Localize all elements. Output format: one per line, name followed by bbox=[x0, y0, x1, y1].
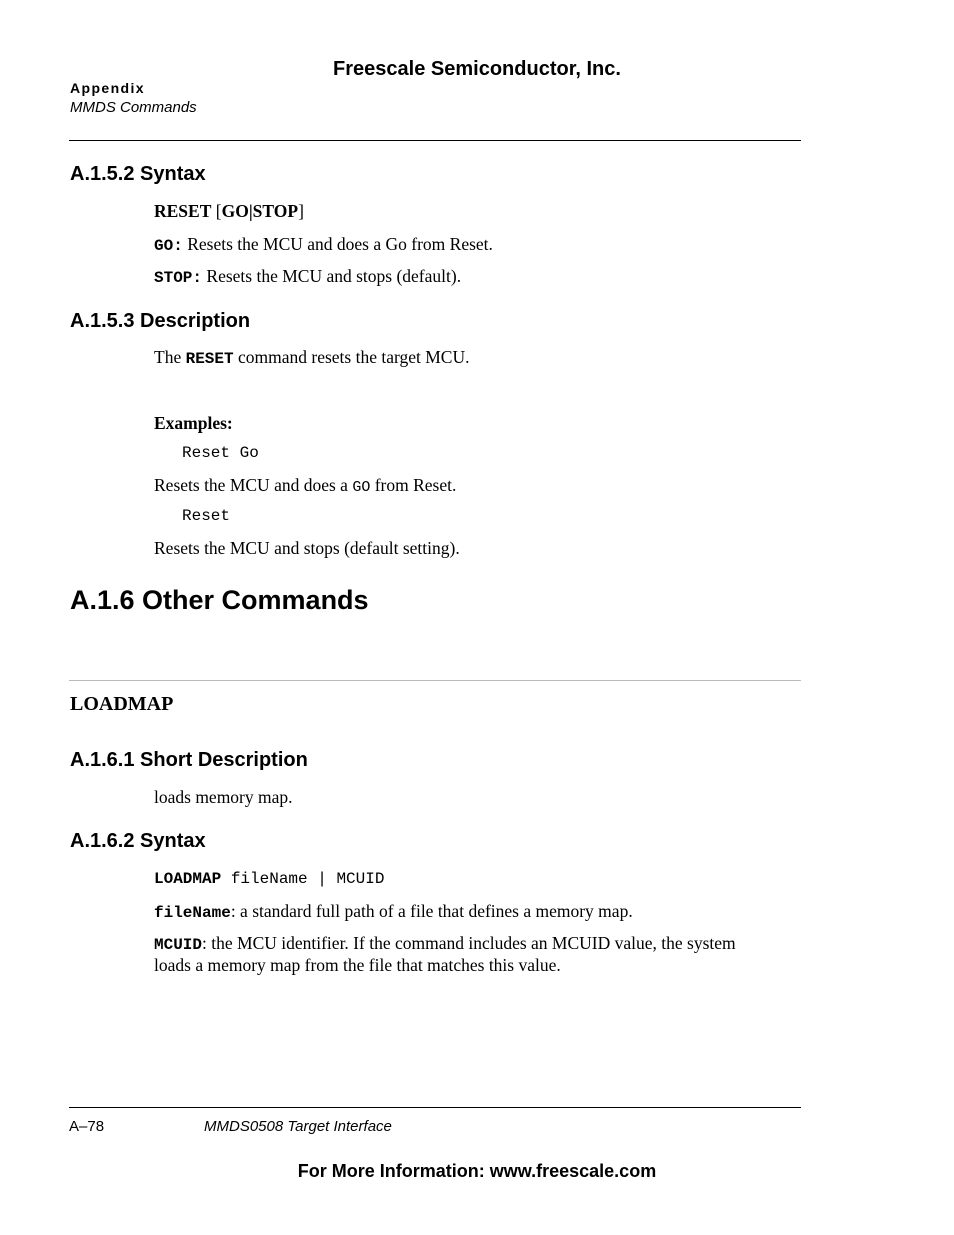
go-param-line bbox=[154, 234, 493, 255]
short-description-heading: A.1.6.1 Short Description bbox=[70, 749, 308, 771]
running-header-appendix: Appendix bbox=[70, 80, 145, 96]
reset-description-code: RESET bbox=[185, 350, 234, 368]
go-param-text: Resets the MCU and does a Go from Reset. bbox=[182, 234, 493, 254]
mcuid-param-line bbox=[154, 933, 736, 954]
reset-syntax-args: GO|STOP bbox=[221, 201, 299, 221]
go-param-term: GO: bbox=[154, 237, 183, 255]
example1-text bbox=[154, 475, 456, 496]
reset-syntax-heading: A.1.5.2 Syntax bbox=[70, 163, 206, 185]
example2-code: Reset bbox=[182, 507, 231, 525]
loadmap-command-name: LOADMAP bbox=[70, 693, 174, 715]
mcuid-param-text: : the MCU identifier. If the command includes an MCUID value, the system bbox=[202, 933, 736, 953]
example1-text-after: from Reset. bbox=[370, 475, 457, 495]
stop-param-text: Resets the MCU and stops (default). bbox=[202, 266, 462, 286]
doc-title: MMDS0508 Target Interface bbox=[204, 1118, 392, 1135]
filename-param-text: : a standard full path of a file that defines a memory map. bbox=[230, 901, 633, 921]
loadmap-syntax-args: fileName | MCUID bbox=[221, 870, 385, 888]
stop-param-term: STOP: bbox=[154, 269, 203, 287]
example2-text: Resets the MCU and stops (default setting). bbox=[154, 538, 460, 558]
command-divider-rule bbox=[69, 680, 801, 681]
filename-param-line bbox=[154, 901, 633, 922]
example1-text-code: GO bbox=[352, 479, 371, 496]
mcuid-param-line2: loads a memory map from the file that matches this value. bbox=[154, 955, 561, 975]
footer-rule bbox=[69, 1107, 801, 1108]
loadmap-syntax-line bbox=[154, 870, 384, 888]
running-header-section: MMDS Commands bbox=[70, 99, 197, 116]
loadmap-syntax-heading: A.1.6.2 Syntax bbox=[70, 830, 206, 852]
more-info-banner: For More Information: www.freescale.com bbox=[297, 1161, 657, 1181]
examples-label: Examples: bbox=[154, 413, 233, 433]
other-commands-heading: A.1.6 Other Commands bbox=[70, 585, 369, 615]
reset-description-after: command resets the target MCU. bbox=[233, 347, 470, 367]
reset-description-heading: A.1.5.3 Description bbox=[70, 310, 251, 332]
reset-description-text bbox=[154, 347, 469, 368]
mcuid-param-term: MCUID bbox=[154, 936, 203, 954]
reset-syntax-line: RESET [GO|STOP] bbox=[154, 201, 304, 221]
short-description-text: loads memory map. bbox=[154, 787, 293, 807]
stop-param-line bbox=[154, 266, 461, 287]
reset-description-before: The bbox=[154, 347, 186, 367]
example1-code: Reset Go bbox=[182, 444, 259, 462]
page-number: A–78 bbox=[69, 1118, 105, 1135]
example1-text-before: Resets the MCU and does a bbox=[154, 475, 353, 495]
reset-syntax-cmd: RESET bbox=[154, 201, 212, 221]
filename-param-term: fileName bbox=[154, 904, 231, 922]
loadmap-syntax-cmd: LOADMAP bbox=[154, 870, 222, 888]
company-banner: Freescale Semiconductor, Inc. bbox=[333, 58, 621, 80]
header-rule bbox=[69, 140, 801, 141]
